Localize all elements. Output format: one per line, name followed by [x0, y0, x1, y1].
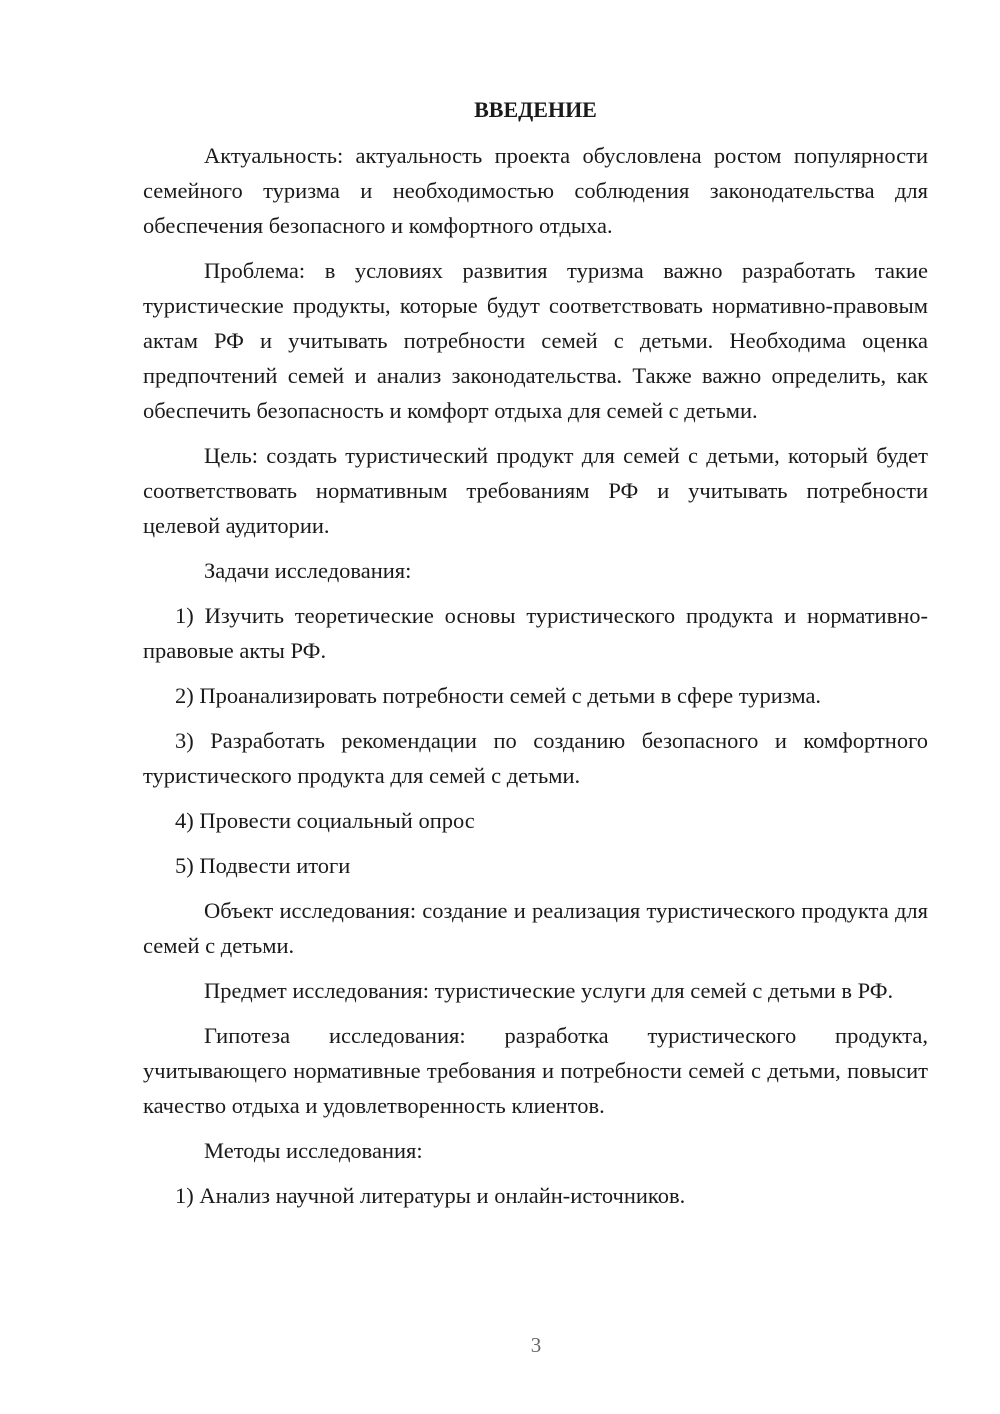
task-item: 2) Проанализировать потребности семей с детьми в сфере туризма.: [175, 683, 822, 708]
problem-paragraph: Проблема: в условиях развития туризма важно разработать такие туристические продукты, которые будут соответствовать нормативно-правовым актам РФ и учитывать потребности семей с детьми. Необходима оценка предпочтений семей и анализ законодательства. Также важно определить, как обеспечить безопасность и комфорт отдыха для семей с детьми.: [143, 258, 928, 423]
method-item: 1) Анализ научной литературы и онлайн-источников.: [175, 1183, 686, 1208]
task-item: 4) Провести социальный опрос: [175, 808, 475, 833]
hypothesis-paragraph: Гипотеза исследования: разработка туристического продукта, учитывающего нормативные требования и потребности семей с детьми, повысит качество отдыха и удовлетворенность клиентов.: [143, 1023, 928, 1118]
object-paragraph: Объект исследования: создание и реализация туристического продукта для семей с детьми.: [143, 898, 928, 958]
subject-paragraph: Предмет исследования: туристические услуги для семей с детьми в РФ.: [204, 978, 894, 1003]
page-number: 3: [530, 1333, 542, 1357]
methods-heading: Методы исследования:: [204, 1138, 423, 1163]
tasks-heading: Задачи исследования:: [204, 558, 412, 583]
goal-paragraph: Цель: создать туристический продукт для семей с детьми, который будет соответствовать нормативным требованиям РФ и учитывать потребности целевой аудитории.: [143, 443, 928, 538]
page-content: [143, 92, 928, 1223]
relevance-paragraph: Актуальность: актуальность проекта обусловлена ростом популярности семейного туризма и необходимостью соблюдения законодательства для обеспечения безопасного и комфортного отдыха.: [143, 143, 928, 238]
task-item: 5) Подвести итоги: [175, 853, 351, 878]
task-item: 3) Разработать рекомендации по созданию безопасного и комфортного туристического продукта для семей с детьми.: [143, 728, 928, 788]
task-item: 1) Изучить теоретические основы туристического продукта и нормативно-правовые акты РФ.: [143, 603, 928, 663]
page-title: ВВЕДЕНИЕ: [474, 97, 597, 122]
